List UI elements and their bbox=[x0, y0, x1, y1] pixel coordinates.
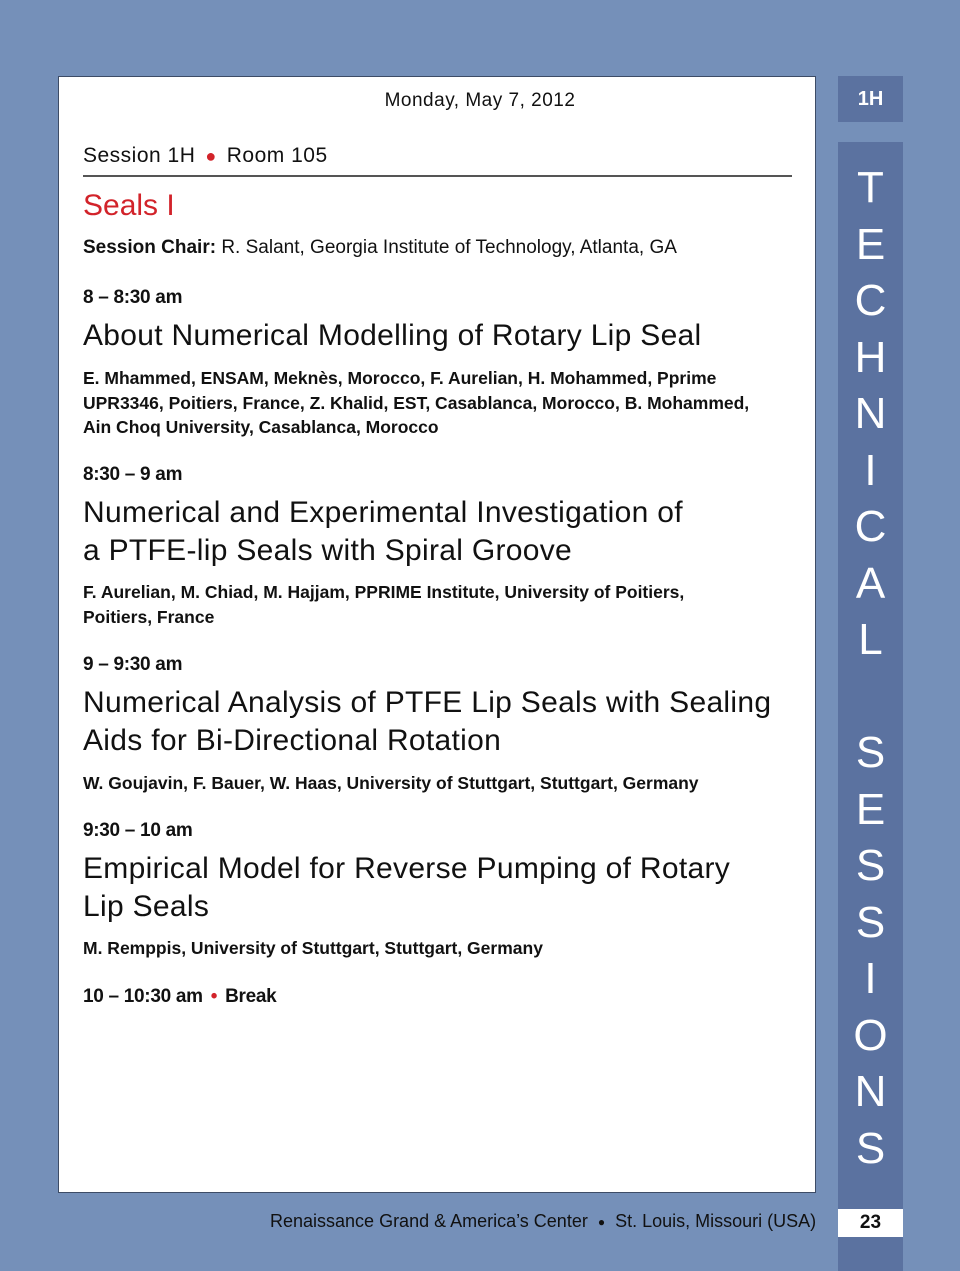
section-letter: C bbox=[854, 502, 887, 551]
section-letter: L bbox=[858, 615, 883, 664]
section-letter: N bbox=[854, 389, 887, 438]
page-number: 23 bbox=[838, 1209, 903, 1237]
talk-title-line: Lip Seals bbox=[83, 890, 210, 923]
session-label: Session 1H bbox=[83, 144, 196, 167]
talk-authors bbox=[83, 936, 803, 961]
section-letter: A bbox=[855, 558, 886, 608]
bullet-icon: ● bbox=[597, 1215, 606, 1230]
talk-title bbox=[83, 494, 803, 570]
talk-author-line: Poitiers, France bbox=[83, 606, 215, 627]
session-room: Room 105 bbox=[226, 144, 328, 167]
section-letter: T bbox=[857, 163, 884, 212]
section-letter: S bbox=[855, 897, 886, 947]
divider bbox=[83, 175, 792, 177]
talk-title-line: Numerical Analysis of PTFE Lip Seals with Sealing bbox=[83, 686, 772, 719]
session-header bbox=[83, 144, 328, 168]
section-letter: S bbox=[855, 1123, 886, 1173]
session-chair bbox=[83, 237, 677, 259]
break-line bbox=[83, 986, 276, 1008]
section-letter: S bbox=[855, 728, 886, 777]
talk-author-line: W. Goujavin, F. Bauer, W. Haas, University of Stuttgart, Stuttgart, Germany bbox=[83, 773, 699, 793]
talk-author-line: F. Aurelian, M. Chiad, M. Hajjam, PPRIME Institute, University of Poitiers, bbox=[83, 582, 685, 602]
section-letter: O bbox=[853, 1010, 888, 1060]
page-date: Monday, May 7, 2012 bbox=[384, 90, 576, 111]
talk-time: 8 – 8:30 am bbox=[83, 287, 183, 308]
talk-title bbox=[83, 850, 803, 926]
session-chair-label: Session Chair: bbox=[83, 237, 217, 258]
section-letter: E bbox=[855, 784, 886, 834]
talk-title-line: a PTFE-lip Seals with Spiral Groove bbox=[83, 534, 573, 567]
footer bbox=[270, 1211, 816, 1232]
footer-location: St. Louis, Missouri (USA) bbox=[615, 1211, 817, 1231]
section-letter: S bbox=[855, 841, 886, 890]
section-title-vertical bbox=[838, 160, 903, 1177]
section-letter: E bbox=[855, 219, 886, 269]
talk-author-line: Ain Choq University, Casablanca, Morocco bbox=[83, 417, 439, 437]
section-letter: H bbox=[854, 332, 887, 382]
talk-title-line: Empirical Model for Reverse Pumping of Rotary bbox=[83, 852, 731, 885]
session-tab: 1H bbox=[838, 76, 903, 122]
talk-title-line: Numerical and Experimental Investigation of bbox=[83, 496, 683, 529]
talk-author-line: E. Mhammed, ENSAM, Meknès, Morocco, F. Aurelian, H. Mohammed, Pprime bbox=[83, 368, 717, 388]
break-time: 10 – 10:30 am bbox=[83, 986, 203, 1007]
bullet-icon: ● bbox=[205, 146, 217, 166]
talk-time: 8:30 – 9 am bbox=[83, 464, 183, 485]
break-label: Break bbox=[225, 986, 277, 1007]
talk-time: 9:30 – 10 am bbox=[83, 820, 193, 841]
section-letter: N bbox=[854, 1067, 887, 1116]
talk-time: 9 – 9:30 am bbox=[83, 654, 183, 675]
talk-author-line: M. Remppis, University of Stuttgart, Stuttgart, Germany bbox=[83, 938, 543, 958]
section-letter: I bbox=[864, 954, 877, 1003]
talk-title-line: Aids for Bi-Directional Rotation bbox=[83, 724, 502, 757]
section-letter: I bbox=[864, 445, 877, 495]
talk-title bbox=[83, 684, 803, 760]
talk-authors bbox=[83, 580, 803, 629]
talk-author-line: UPR3346, Poitiers, France, Z. Khalid, EST, Casablanca, Morocco, B. Mohammed, bbox=[83, 392, 750, 413]
talk-authors bbox=[83, 771, 803, 796]
session-chair-name: R. Salant, Georgia Institute of Technology, Atlanta, GA bbox=[221, 237, 677, 258]
footer-venue: Renaissance Grand & America’s Center bbox=[270, 1211, 588, 1231]
section-letter: C bbox=[854, 276, 887, 325]
talk-title bbox=[83, 317, 803, 355]
talk-title-line: About Numerical Modelling of Rotary Lip Seal bbox=[83, 319, 702, 352]
section-letter-gap bbox=[838, 669, 903, 726]
talk-authors bbox=[83, 366, 803, 440]
session-title: Seals I bbox=[83, 189, 175, 222]
bullet-icon: • bbox=[210, 986, 218, 1007]
